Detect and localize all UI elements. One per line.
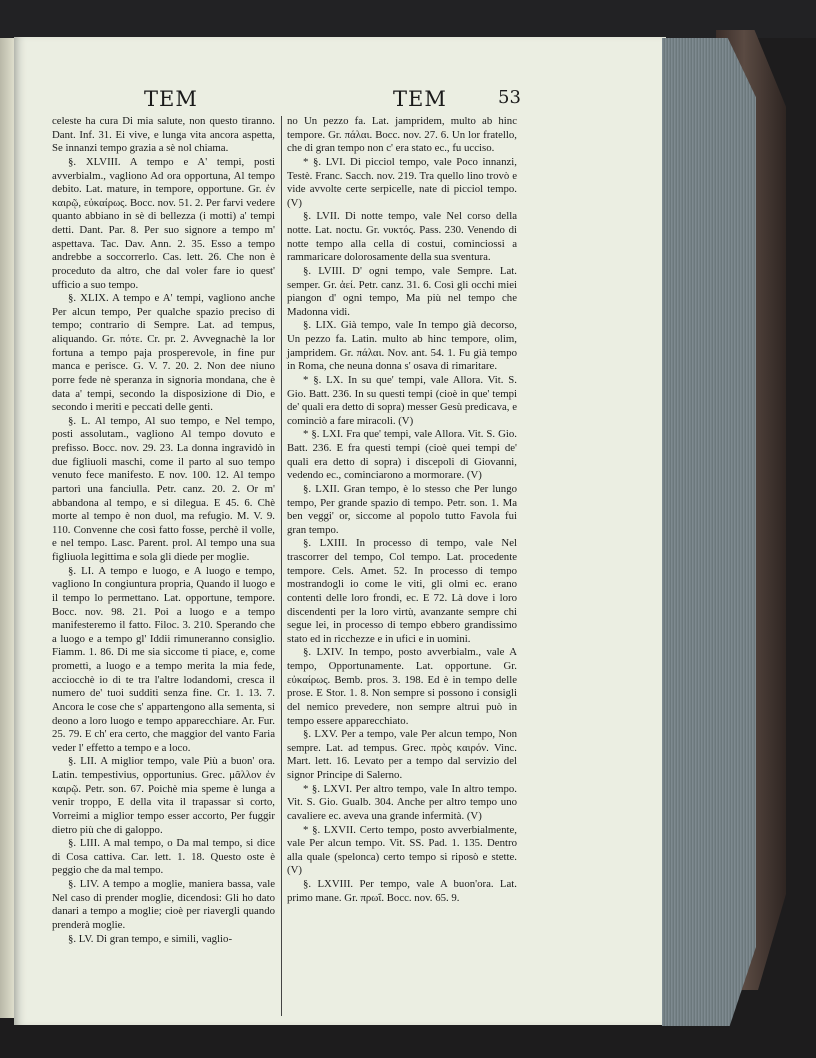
entry-paragraph: §. XLVIII. A tempo e A' tempi, posti avverbialm., vagliono Ad ora opportuna, Al tempo debito. Lat. mature, in tempore, opportune. Gr. ἐν καιρῷ, εὐκαίρως. Bocc. nov. 51. 2. Per farvi vedere quanto abbiano in sè di bellezza (i motti) a' tempi detti. Dant. Par. 8. Per suo signore a tempo m' aspettava. Tac. Dav. Ann. 2. 35. Esso a tempo andrebbe a soccorrerlo. Cas. lett. 26. Che non è proceduto da altro, che dal voler fare io quest' ufficio a suo tempo. xyxy=(52,155,275,291)
entry-paragraph: §. LV. Di gran tempo, e simili, vaglio- xyxy=(68,932,233,945)
entry-paragraph: * §. LXVI. Per altro tempo, vale In altro tempo. Vit. S. Gio. Gualb. 304. Anche per altro tempo uno cavaliere ec. aveva una grande infermità. (V) xyxy=(287,782,517,822)
page-number: 53 xyxy=(498,87,521,108)
entry-paragraph: celeste ha cura Di mia salute, non questo tiranno. Dant. Inf. 31. Ei vive, e lunga vita ancora aspetta, Se innanzi tempo grazia a sè nol chiama. xyxy=(52,115,275,155)
running-header xyxy=(14,87,666,111)
entry-paragraph: §. LI. A tempo e luogo, e A luogo e tempo, vagliono In congiuntura propria, Quando il luogo e il tempo lo permettano. Lat. opportune, tempore. Bocc. nov. 98. 21. Poi a luogo e a tempo manifesteremo il fatto. Filoc. 3. 210. Sperando che a luogo e a tempo gl' Iddii rimuneranno consiglio. Fiamm. 1. 86. Di me sia siccome ti piace, e, come promettì, a luogo e a tempo merita la mia fede, acciocchè io di te tra l'altre lodandomi, cresca il numero de' tuoi sudditi senza fine. Cr. 1. 13. 7. Ancora le cose che s' appartengono alla sementa, si deono a loro luogo e tempo apparecchiare. Ar. Fur. 25. 79. E ch' era certo, che maggior del vanto Faria veder l' effetto a tempo e a loco. xyxy=(52,564,275,754)
entry-paragraph: §. LIII. A mal tempo, o Da mal tempo, si dice di Cosa cattiva. Car. lett. 1. 18. Questo oste è peggio che da mal tempo. xyxy=(52,837,275,877)
entry-paragraph: §. LXII. Gran tempo, è lo stesso che Per lungo tempo, Per grande spazio di tempo. Petr. son. 1. Ma ben veggi' or, siccome al popolo tutto Favola fui gran tempo. xyxy=(287,482,517,536)
entry-paragraph: * §. LVI. Di picciol tempo, vale Poco innanzi, Testè. Franc. Sacch. nov. 219. Tra quello lino trovò e vide avvolte certe serpicelle, nate di picciol tempo. (V) xyxy=(287,155,517,209)
entry-paragraph: * §. LXVII. Certo tempo, posto avverbialmente, vale Per alcun tempo. Vit. SS. Pad. 1. 135. Dentro alla quale (spelonca) certo tempo si riposò e stette. (V) xyxy=(287,823,517,877)
column-divider xyxy=(281,116,282,1016)
entry-paragraph: * §. LXI. Fra que' tempi, vale Allora. Vit. S. Gio. Batt. 236. E fra questi tempi (cioè quei tempi de' quali era detto di sopra) i discepoli di Giovanni, vedendo ec., cominciarono a mormorare. (V) xyxy=(287,428,517,482)
entry-paragraph: §. L. Al tempo, Al suo tempo, e Nel tempo, posti assolutam., vagliono Al tempo dovuto e prefisso. Bocc. nov. 29. 23. La donna ingravidò in due figliuoli maschi, come il parto al suo tempo venuto fece manifesto. E nov. 100. 12. Al tempo partorì una fanciulla. Petr. canz. 20. 2. Or m' abbandona al tempo, e si dilegua. E 45. 6. Chè morte al tempo è non duol, ma refugio. M. V. 9. 110. Convenne che così fatto fosse, perchè il volle, e nel tempo. Lasc. Parent. prol. Al tempo una sua figliuola legittima e sola gli diede per moglie. xyxy=(52,414,275,563)
left-column xyxy=(52,115,275,946)
right-column xyxy=(287,115,517,905)
entry-paragraph: §. LII. A miglior tempo, vale Più a buon' ora. Latin. tempestivius, opportunius. Grec. μᾶλλον ἐν καιρῷ. Petr. son. 67. Poichè mia speme è lunga a venir troppo, E della vita il trapassar sì corto, Vorreimi a miglior tempo esser accorto, Per fuggir dietro più che di galoppo. xyxy=(52,755,275,836)
header-left-word: TEM xyxy=(144,87,198,111)
entry-paragraph: §. XLIX. A tempo e A' tempi, vagliono anche Per alcun tempo, Per qualche spazio preciso di tempo; contrario di Sempre. Lat. ad tempus, aliquando. Gr. πότε. Cr. pr. 2. Avvegnachè la lor fortuna a tempo paja prosperevole, in fine pur manca e perisce. G. V. 7. 20. 2. Non dee niuno porre fede nè speranza in signoria mondana, che è data a' tempi, secondo la disposizione di Dio, e secondo i meriti e peccati delle genti. xyxy=(52,292,275,414)
header-right-word: TEM xyxy=(393,87,447,111)
entry-paragraph: * §. LX. In su que' tempi, vale Allora. Vit. S. Gio. Batt. 236. In su questi tempi (cioè in que' tempi de' quali era detto di sopra) messer Gesù predicava, e cominciò a fare miracoli. (V) xyxy=(287,373,517,427)
entry-paragraph: §. LIV. A tempo a moglie, maniera bassa, vale Nel caso di prender moglie, dicendosi: Gli ho dato danari a tempo a moglie; cioè per riavergli quando prenderà moglie. xyxy=(52,878,275,931)
entry-paragraph: §. LXIII. In processo di tempo, vale Nel trascorrer del tempo, Col tempo. Lat. procedente tempore. Cels. Amet. 52. In processo di tempo mostrandogli io come le viti, gli olmi ec. erano contenti delle loro frondi, ec. E 72. Là dove i loro discendenti per la loro virtù, avanzante sempre chi segue lei, in processo di tempo ebbero grandissimo stato ed in ricchezze e in ufici e in uomini. xyxy=(287,537,517,645)
entry-paragraph: §. LVII. Di notte tempo, vale Nel corso della notte. Lat. noctu. Gr. νυκτός. Pass. 230. Venendo di notte tempo alla cella di costui, cominciossi a rammaricare dolorosamente della sua sventura. xyxy=(287,210,517,264)
background-top xyxy=(0,0,816,38)
entry-paragraph: no Un pezzo fa. Lat. jampridem, multo ab hinc tempore. Gr. πάλαι. Bocc. nov. 27. 6. Un lor fratello, che di gran tempo non c' era stato ec., fu ucciso. xyxy=(287,115,517,155)
entry-paragraph: §. LXIV. In tempo, posto avverbialm., vale A tempo, Opportunamente. Lat. opportune. Gr. εὐκαίρως. Bemb. pros. 3. 198. Ed è in tempo delle prose. E Stor. 1. 8. Non sempre si possono i consigli del nemico prevedere, non sempre altrui può in tempo essere apparecchiato. xyxy=(287,646,517,727)
entry-paragraph: §. LVIII. D' ogni tempo, vale Sempre. Lat. semper. Gr. ἀεί. Petr. canz. 31. 6. Così gli occhi miei piangon d' ogni tempo, Ma più nel tempo che Madonna vidi. xyxy=(287,264,517,318)
entry-paragraph: §. LXVIII. Per tempo, vale A buon'ora. Lat. primo mane. Gr. πρωΐ. Bocc. nov. 65. 9. xyxy=(287,878,517,904)
page-edges xyxy=(662,38,756,1026)
entry-paragraph: §. LIX. Già tempo, vale In tempo già decorso, Un pezzo fa. Latin. multo ab hinc tempore, olim, jampridem. Gr. πάλαι. Nov. ant. 54. 1. Fu già tempo in Roma, che neuna donna s' osava di rimaritare. xyxy=(287,319,517,373)
entry-paragraph: §. LXV. Per a tempo, vale Per alcun tempo, Non sempre. Lat. ad tempus. Grec. πρὸς καιρόν. Vinc. Mart. lett. 16. Levato per a tempo dal servizio del signor Principe di Salerno. xyxy=(287,728,517,781)
